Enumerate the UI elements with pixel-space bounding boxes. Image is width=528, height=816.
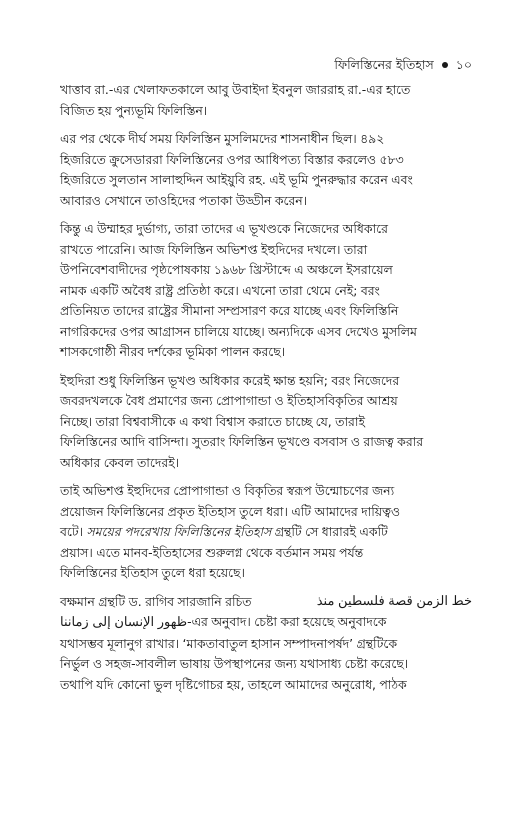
text-line: প্রতিনিয়ত তাদের রাষ্ট্রের সীমানা সম্প্রসারণ করে যাচ্ছে এবং ফিলিস্তিনি <box>60 303 399 318</box>
text-line: হিজরিতে সুলতান সালাহুদ্দিন আইয়ুবি রহ. এই ভূমি পুনরুদ্ধার করেন এবং <box>60 172 413 187</box>
book-page <box>60 56 472 703</box>
paragraph-5 <box>60 481 472 584</box>
text-line: হিজরিতে ক্রুসেডাররা ফিলিস্তিনের ওপর আধিপত্য বিস্তার করলেও ৫৮৩ <box>60 151 404 167</box>
page-number: ১০ <box>455 57 472 72</box>
text-line: এর পর থেকে দীর্ঘ সময় ফিলিস্তিন মুসলিমদের শাসনাধীন ছিল। ৪৯২ <box>60 131 385 146</box>
text-line: প্রয়োজন ফিলিস্তিনের প্রকৃত ইতিহাস তুলে ধরা। এটি আমাদের দায়িত্বও <box>60 503 401 519</box>
text-line: রাখতে পারেনি। আজ ফিলিস্তিন অভিশপ্ত ইহুদিদের দখলে। তারা <box>60 241 368 257</box>
text-line: খাত্তাব রা.-এর খেলাফতকালে আবু উবাইদা ইবনুল জাররাহ রা.-এর হাতে <box>60 82 411 97</box>
text-line: ফিলিস্তিনের আদি বাসিন্দা। সুতরাং ফিলিস্তিন ভূখণ্ডে বসবাস ও রাজত্ব করার <box>60 434 424 449</box>
text-line: ফিলিস্তিনের ইতিহাস তুলে ধরা হয়েছে। <box>60 565 245 580</box>
text-fragment: গ্রন্থটি সে ধারারই একটি <box>271 524 388 539</box>
running-header-title: ফিলিস্তিনের ইতিহাস <box>334 57 434 72</box>
text-line: অধিকার কেবল তাদেরই। <box>60 454 180 470</box>
book-title-italic: সময়ের পদরেখায় ফিলিস্তিনের ইতিহাস <box>86 524 272 539</box>
arabic-title-part-1: خط الزمن قصة فلسطين منذ <box>316 593 472 609</box>
bullet-icon <box>442 62 448 68</box>
text-line-with-italic-title <box>60 522 472 543</box>
text-line: ইহুদিরা শুধু ফিলিস্তিন ভূখণ্ড অধিকার করেই ক্ষান্ত হয়নি; বরং নিজেদের <box>60 372 400 388</box>
paragraph-4 <box>60 371 472 474</box>
paragraph-6 <box>60 592 472 696</box>
running-header <box>60 56 472 74</box>
text-line: তথাপি যদি কোনো ভুল দৃষ্টিগোচর হয়, তাহলে আমাদের অনুরোধ, পাঠক <box>60 676 407 692</box>
arabic-title-part-2: ظهور الإنسان إلى زماننا <box>60 615 188 630</box>
text-line: নির্ভুল ও সহজ-সাবলীল ভাষায় উপস্থাপনের জন্য যথাসাধ্য চেষ্টা করেছে। <box>60 656 409 671</box>
text-line: শাসকগোষ্ঠী নীরব দর্শকের ভূমিকা পালন করছে। <box>60 344 286 359</box>
text-line: প্রয়াস। এতে মানব-ইতিহাসের শুরুলগ্ন থেকে বর্তমান সময় পর্যন্ত <box>60 544 364 560</box>
text-line-with-arabic <box>60 612 472 634</box>
text-line: নাগরিকদের ওপর আগ্রাসন চালিয়ে যাচ্ছে। অন্যদিকে এসব দেখেও মুসলিম <box>60 323 417 339</box>
text-line: উপনিবেশবাদীদের পৃষ্ঠপোষকায় ১৯৬৮ খ্রিস্টাব্দে এ অঞ্চলে ইসরায়েল <box>60 262 393 277</box>
text-line: নামক একটি অবৈধ রাষ্ট্র প্রতিষ্ঠা করে। এখনো তারা থেমে নেই; বরং <box>60 282 380 298</box>
text-line: আবারও সেখানে তাওহিদের পতাকা উড্ডীন করেন। <box>60 192 308 208</box>
text-fragment: বক্ষমান গ্রন্থটি ড. রাগিব সারজানি রচিত <box>60 593 252 609</box>
paragraph-1 <box>60 80 472 121</box>
paragraph-3 <box>60 219 472 363</box>
paragraph-2 <box>60 129 472 211</box>
text-line: তাই অভিশপ্ত ইহুদিদের প্রোপাগান্ডা ও বিকৃতির স্বরূপ উন্মোচণের জন্য <box>60 483 395 498</box>
text-line: কিন্তু এ উম্মাহর দুর্ভাগ্য, তারা তাদের এ ভূখণ্ডকে নিজেদের অধিকারে <box>60 221 388 236</box>
text-line: যথাসম্ভব মূলানুগ রাখার। ‘মাকতাবাতুল হাসান সম্পাদনাপর্ষদ’ গ্রন্থটিকে <box>60 635 398 651</box>
text-line-with-arabic <box>60 592 472 613</box>
text-fragment: বটে। <box>60 524 87 539</box>
text-line: নিচ্ছে। তারা বিশ্ববাসীকে এ কথা বিশ্বাস করাতে চাচ্ছে যে, তারাই <box>60 413 365 429</box>
text-fragment: -এর অনুবাদ। চেষ্টা করা হয়েছে অনুবাদকে <box>187 614 387 629</box>
text-line: বিজিত হয় পুন্যভূমি ফিলিস্তিন। <box>60 102 208 118</box>
text-line: জবরদখলকে বৈধ প্রমাণের জন্য প্রোপাগান্ডা ও ইতিহাসবিকৃতির আশ্রয় <box>60 393 398 408</box>
